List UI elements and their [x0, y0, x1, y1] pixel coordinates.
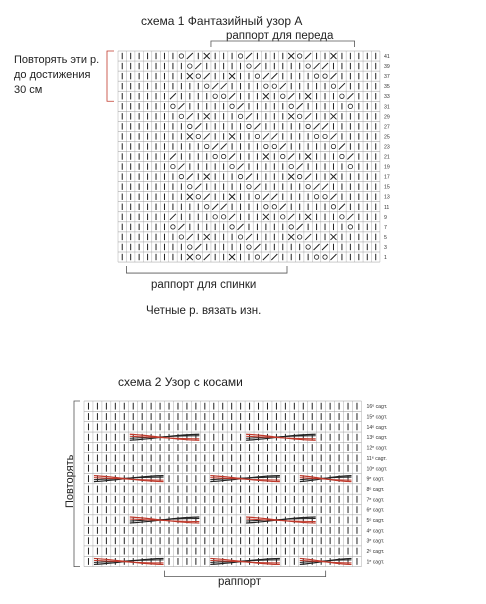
decrease — [195, 123, 201, 129]
row-number: 17 — [383, 174, 390, 181]
decrease — [212, 204, 218, 210]
decrease — [238, 103, 244, 109]
row-label: 15ᵉ сagт. — [366, 414, 388, 421]
row-label: 10ᵉ сagт. — [366, 466, 388, 473]
yarn-over — [213, 94, 217, 98]
yarn-over — [281, 215, 285, 219]
yarn-over — [272, 84, 276, 88]
scheme2-side-label: Повторять — [64, 454, 76, 508]
row-number: 29 — [383, 114, 390, 121]
row-number: 31 — [383, 104, 390, 111]
scheme1-brackets — [107, 41, 355, 273]
decrease — [187, 234, 193, 240]
scheme2-repeat-label: раппорт — [218, 576, 262, 588]
yarn-over — [340, 94, 344, 98]
decrease — [347, 93, 353, 99]
row-label: 6ᵉ сagт. — [366, 507, 385, 514]
yarn-over — [179, 54, 183, 58]
yarn-over — [348, 225, 352, 229]
yarn-over — [255, 134, 259, 138]
decrease — [297, 164, 303, 170]
decrease — [170, 93, 176, 99]
yarn-over — [289, 104, 293, 108]
yarn-over — [230, 225, 234, 229]
decrease — [314, 244, 320, 250]
yarn-over — [264, 84, 268, 88]
yarn-over — [188, 245, 192, 249]
yarn-over — [297, 235, 301, 239]
yarn-over — [306, 124, 310, 128]
row-number: 13 — [383, 194, 390, 201]
scheme1-row-numbers — [384, 54, 390, 261]
decrease — [254, 184, 260, 190]
yarn-over — [323, 195, 327, 199]
scheme1-title: схема 1 Фантазийный узор А — [141, 14, 303, 28]
yarn-over — [179, 174, 183, 178]
yarn-over — [323, 134, 327, 138]
yarn-over — [221, 154, 225, 158]
row-number: 37 — [383, 74, 390, 81]
decrease — [263, 133, 269, 139]
yarn-over — [348, 104, 352, 108]
yarn-over — [314, 134, 318, 138]
decrease — [280, 204, 286, 210]
yarn-over — [196, 255, 200, 259]
yarn-over — [323, 74, 327, 78]
scheme2-chart — [84, 401, 361, 567]
yarn-over — [247, 245, 251, 249]
yarn-over — [171, 104, 175, 108]
yarn-over — [255, 74, 259, 78]
yarn-over — [238, 54, 242, 58]
yarn-over — [179, 114, 183, 118]
decrease — [271, 133, 277, 139]
row-label: 13ᵉ сagт. — [366, 435, 388, 442]
decrease — [271, 254, 277, 260]
row-number: 5 — [383, 234, 387, 241]
yarn-over — [306, 64, 310, 68]
yarn-over — [306, 184, 310, 188]
decrease — [322, 63, 328, 69]
row-label: 16ᵉ сagт. — [366, 404, 388, 411]
yarn-over — [340, 154, 344, 158]
repeat-rows-bracket — [107, 51, 114, 101]
decrease — [305, 234, 311, 240]
decrease — [195, 244, 201, 250]
decrease — [212, 83, 218, 89]
yarn-over — [264, 144, 268, 148]
row-label: 2ᵉ сagт. — [366, 549, 385, 556]
row-number: 19 — [383, 164, 390, 171]
yarn-over — [171, 225, 175, 229]
decrease — [322, 123, 328, 129]
decrease — [314, 63, 320, 69]
yarn-over — [331, 144, 335, 148]
yarn-over — [314, 255, 318, 259]
row-number: 27 — [383, 124, 390, 131]
yarn-over — [340, 215, 344, 219]
yarn-over — [314, 74, 318, 78]
decrease — [246, 234, 252, 240]
back-repeat-bracket — [126, 266, 287, 273]
row-number: 7 — [383, 224, 387, 231]
decrease — [204, 133, 210, 139]
yarn-over — [272, 144, 276, 148]
yarn-over — [247, 64, 251, 68]
yarn-over — [196, 74, 200, 78]
decrease — [170, 154, 176, 160]
row-number: 25 — [383, 134, 390, 141]
decrease — [221, 83, 227, 89]
scheme1-repeat-back-label: раппорт для спинки — [151, 279, 257, 291]
row-number: 11 — [383, 204, 390, 211]
yarn-over — [188, 64, 192, 68]
yarn-over — [281, 94, 285, 98]
decrease — [187, 113, 193, 119]
decrease — [221, 143, 227, 149]
decrease — [305, 174, 311, 180]
decrease — [322, 244, 328, 250]
decrease — [187, 174, 193, 180]
yarn-over — [221, 215, 225, 219]
yarn-over — [238, 114, 242, 118]
yarn-over — [230, 104, 234, 108]
yarn-over — [230, 164, 234, 168]
yarn-over — [314, 195, 318, 199]
yarn-over — [297, 54, 301, 58]
row-label: 8ᵉ сagт. — [366, 486, 385, 493]
scheme1-even-rows-note: Четные р. вязать изн. — [146, 305, 262, 317]
decrease — [229, 93, 235, 99]
row-number: 33 — [383, 94, 390, 101]
decrease — [271, 194, 277, 200]
decrease — [280, 83, 286, 89]
decrease — [330, 254, 336, 260]
yarn-over — [306, 245, 310, 249]
decrease — [254, 63, 260, 69]
scheme2-row-labels — [366, 404, 387, 565]
row-number: 39 — [383, 64, 390, 71]
row-label: 7ᵉ сagт. — [366, 497, 385, 504]
decrease — [195, 184, 201, 190]
decrease — [178, 224, 184, 230]
decrease — [297, 103, 303, 109]
decrease — [178, 164, 184, 170]
decrease — [246, 113, 252, 119]
scheme1-repeat-front-label: раппорт для переда — [226, 30, 334, 42]
decrease — [339, 143, 345, 149]
yarn-over — [179, 235, 183, 239]
decrease — [330, 133, 336, 139]
yarn-over — [238, 235, 242, 239]
decrease — [330, 73, 336, 79]
decrease — [254, 123, 260, 129]
decrease — [263, 254, 269, 260]
row-number: 21 — [383, 154, 390, 161]
row-number: 9 — [383, 214, 387, 221]
yarn-over — [289, 164, 293, 168]
decrease — [339, 83, 345, 89]
decrease — [347, 214, 353, 220]
decrease — [212, 143, 218, 149]
yarn-over — [255, 255, 259, 259]
yarn-over — [255, 195, 259, 199]
row-number: 23 — [383, 144, 390, 151]
yarn-over — [297, 174, 301, 178]
decrease — [204, 254, 210, 260]
scheme1-chart — [118, 51, 380, 262]
decrease — [330, 194, 336, 200]
yarn-over — [205, 144, 209, 148]
decrease — [305, 113, 311, 119]
row-number: 1 — [383, 255, 387, 262]
row-label: 14ᵉ сagт. — [366, 424, 388, 431]
decrease — [263, 194, 269, 200]
decrease — [170, 214, 176, 220]
row-label: 11ᵉ сagт. — [366, 455, 387, 462]
yarn-over — [196, 195, 200, 199]
row-number: 41 — [383, 54, 390, 61]
yarn-over — [188, 124, 192, 128]
yarn-over — [281, 154, 285, 158]
front-repeat-bracket — [211, 41, 355, 47]
yarn-over — [264, 205, 268, 209]
decrease — [263, 73, 269, 79]
decrease — [246, 53, 252, 59]
yarn-over — [272, 205, 276, 209]
decrease — [195, 63, 201, 69]
row-number: 35 — [383, 84, 390, 91]
row-number: 15 — [383, 184, 390, 191]
yarn-over — [247, 184, 251, 188]
yarn-over — [331, 205, 335, 209]
decrease — [254, 244, 260, 250]
yarn-over — [297, 114, 301, 118]
yarn-over — [348, 164, 352, 168]
row-label: 1ᵉ сagт. — [366, 559, 385, 566]
yarn-over — [238, 174, 242, 178]
row-label: 4ᵉ сagт. — [366, 528, 385, 535]
yarn-over — [323, 255, 327, 259]
yarn-over — [213, 154, 217, 158]
decrease — [229, 154, 235, 160]
decrease — [288, 154, 294, 160]
decrease — [280, 143, 286, 149]
decrease — [229, 214, 235, 220]
row-label: 3ᵉ сagт. — [366, 538, 385, 545]
decrease — [288, 93, 294, 99]
decrease — [314, 184, 320, 190]
decrease — [314, 123, 320, 129]
yarn-over — [188, 184, 192, 188]
yarn-over — [196, 134, 200, 138]
yarn-over — [213, 215, 217, 219]
decrease — [305, 53, 311, 59]
yarn-over — [221, 94, 225, 98]
decrease — [238, 224, 244, 230]
decrease — [178, 103, 184, 109]
decrease — [339, 204, 345, 210]
decrease — [288, 214, 294, 220]
yarn-over — [205, 205, 209, 209]
yarn-over — [331, 84, 335, 88]
yarn-over — [289, 225, 293, 229]
decrease — [204, 73, 210, 79]
decrease — [221, 204, 227, 210]
scheme2-brackets — [74, 401, 326, 577]
row-label: 9ᵉ сagт. — [366, 476, 385, 483]
decrease — [322, 184, 328, 190]
decrease — [347, 154, 353, 160]
decrease — [238, 164, 244, 170]
decrease — [204, 194, 210, 200]
yarn-over — [205, 84, 209, 88]
repeat-rows-bracket — [74, 401, 80, 567]
decrease — [187, 53, 193, 59]
yarn-over — [171, 164, 175, 168]
scheme1-side-note: Повторять эти р. до достижения 30 см — [14, 54, 100, 96]
decrease — [271, 73, 277, 79]
row-label: 12ᵉ сagт. — [366, 445, 388, 452]
repeat-bracket — [165, 571, 326, 577]
yarn-over — [247, 124, 251, 128]
row-label: 5ᵉ сagт. — [366, 518, 385, 525]
decrease — [297, 224, 303, 230]
scheme2-title: схема 2 Узор с косами — [118, 375, 243, 389]
decrease — [246, 174, 252, 180]
row-number: 3 — [383, 244, 387, 251]
